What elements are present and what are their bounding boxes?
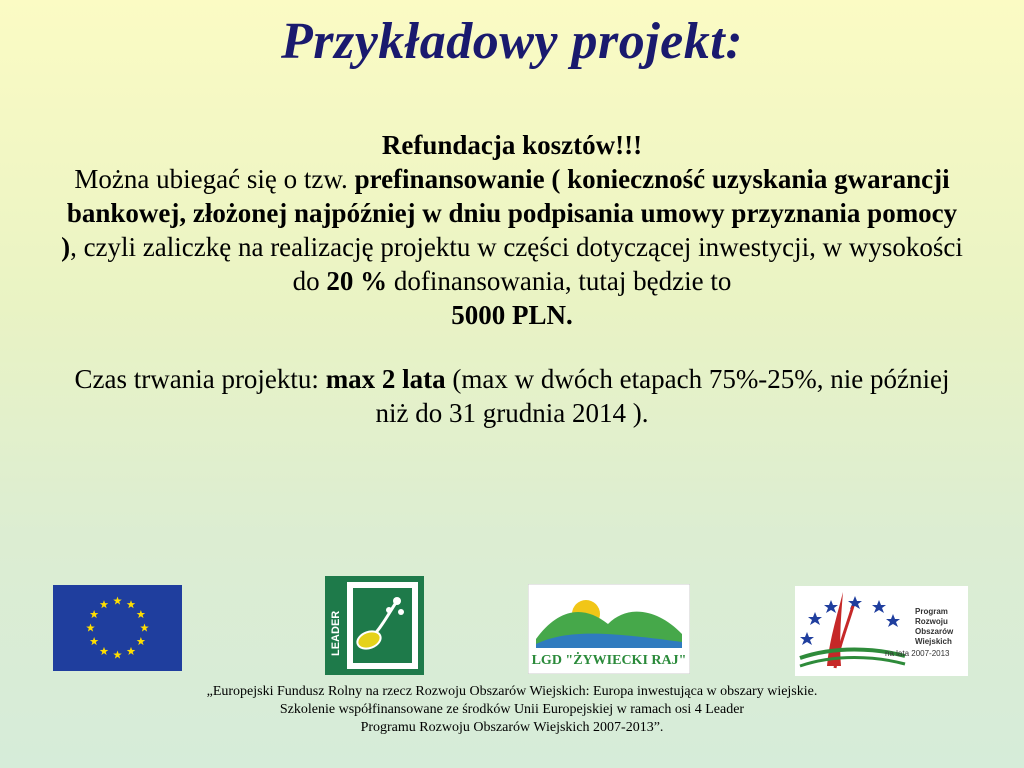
leader-logo (325, 576, 424, 675)
svg-text:na lata 2007-2013: na lata 2007-2013 (885, 649, 950, 658)
p1-text-a: Można ubiegać się o tzw. (74, 164, 355, 194)
p1-text-f: 5000 PLN. (451, 300, 573, 330)
eu-flag-logo (53, 585, 182, 671)
lgd-zywiecki-raj-logo (528, 584, 690, 674)
svg-text:Program: Program (915, 607, 948, 616)
footer-line-2: Szkolenie współfinansowane ze środków Unii Europejskiej w ramach osi 4 Leader (279, 702, 745, 717)
footer-credits (100, 683, 924, 737)
paragraph-duration (60, 362, 964, 430)
p1-text-b: prefinansowanie ( konieczność uzyskania gwarancji bankowej, złożonej najpóźniej w dniu podpisania umowy przyznania pomocy ) (61, 164, 958, 262)
svg-text:Wiejskich: Wiejskich (915, 637, 952, 646)
prow-logo (795, 586, 968, 676)
p1-text-c: , czyli zaliczkę na realizację projektu w części dotyczącej inwestycji, w wysokości do (70, 232, 963, 296)
svg-text:Rozwoju: Rozwoju (915, 617, 948, 626)
svg-text:LGD "ŻYWIECKI RAJ": LGD "ŻYWIECKI RAJ" (531, 653, 687, 668)
p2-text-c: (max w dwóch etapach 75%-25%, nie później niż do 31 grudnia 2014 ). (375, 364, 950, 428)
footer-line-1: „Europejski Fundusz Rolny na rzecz Rozwoju Obszarów Wiejskich: Europa inwestująca w obszary wiejskie. (206, 684, 818, 699)
slide-heading: Refundacja kosztów!!! (381, 130, 643, 160)
svg-text:Obszarów: Obszarów (915, 627, 954, 636)
paragraph-prefinancing (60, 162, 964, 332)
footer-line-3: Programu Rozwoju Obszarów Wiejskich 2007-2013”. (360, 720, 664, 735)
p2-text-b: max 2 lata (325, 364, 446, 394)
svg-text:LEADER: LEADER (330, 610, 342, 656)
slide-body (60, 128, 964, 430)
slide-title: Przykładowy projekt: (280, 13, 744, 70)
p1-text-d: 20 % (326, 266, 388, 296)
p1-text-e: dofinansowania, tutaj będzie to (387, 266, 732, 296)
p2-text-a: Czas trwania projektu: (74, 364, 326, 394)
